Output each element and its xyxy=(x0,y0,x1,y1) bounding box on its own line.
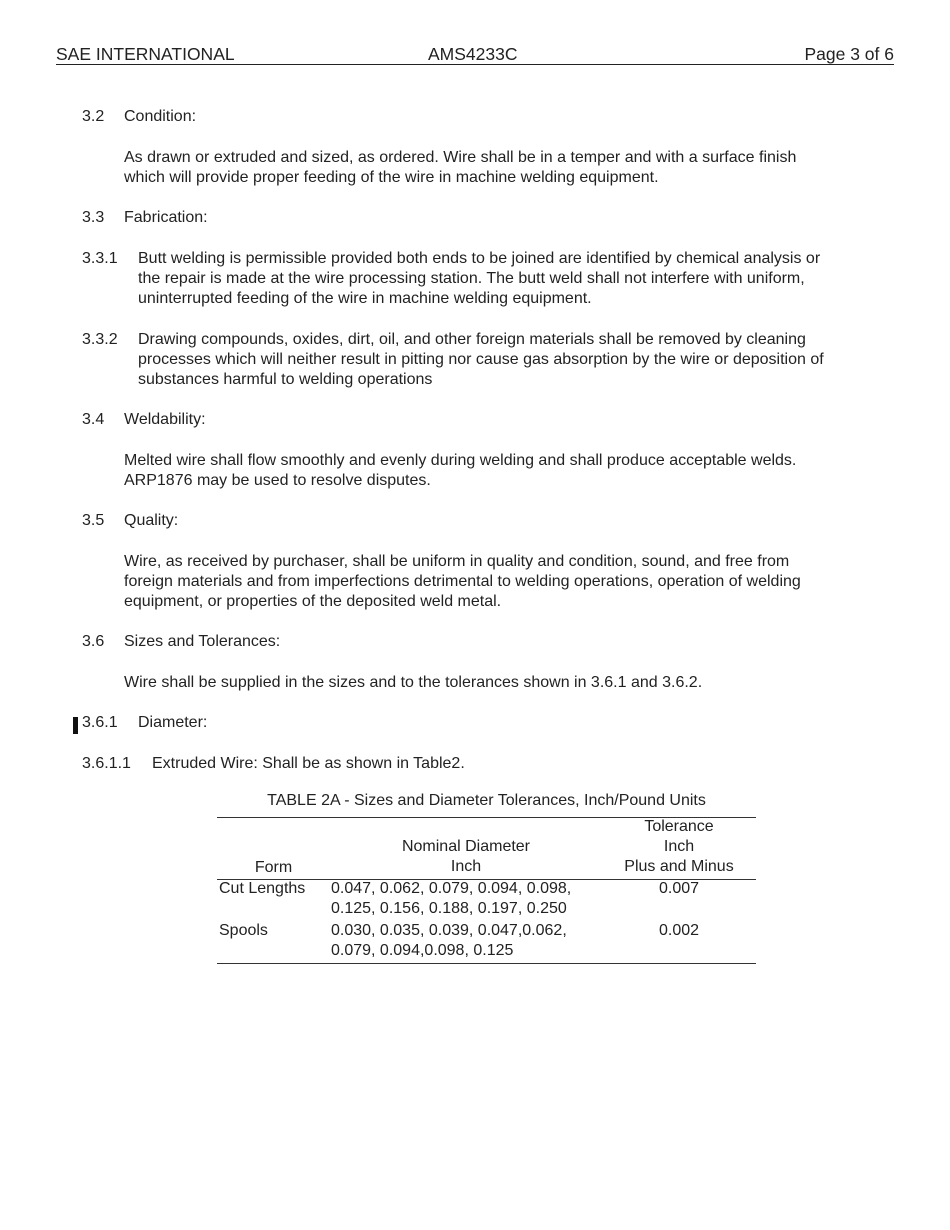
section-title: Condition: xyxy=(124,108,197,125)
section-number: 3.3.1 xyxy=(82,250,118,267)
section-number: 3.2 xyxy=(82,108,105,125)
section-number: 3.6.1.1 xyxy=(82,755,131,772)
table-cell-tolerance: 0.007 xyxy=(658,880,700,897)
section-paragraph: Melted wire shall flow smoothly and evenly during welding and shall produce acceptable welds. ARP1876 may be used to resolve disputes. xyxy=(124,452,797,489)
section-text: Extruded Wire: Shall be as shown in Table2. xyxy=(152,755,465,772)
section-title: Fabrication: xyxy=(124,209,208,226)
table-cell-form: Spools xyxy=(219,922,268,939)
page-header xyxy=(56,44,894,65)
section-title: Diameter: xyxy=(138,714,208,731)
section-paragraph: As drawn or extruded and sized, as ordered. Wire shall be in a temper and with a surface finish which will provide proper feeding of the wire in machine welding equipment. xyxy=(124,149,797,186)
table-cell-tolerance: 0.002 xyxy=(658,922,700,939)
header-organization: SAE INTERNATIONAL xyxy=(56,44,235,64)
table-cell-diameters: 0.030, 0.035, 0.039, 0.047,0.062, 0.079, 0.094,0.098, 0.125 xyxy=(331,922,567,959)
section-paragraph: Drawing compounds, oxides, dirt, oil, and other foreign materials shall be removed by cleaning processes which will neither result in pitting nor cause gas absorption by the wire or deposition of substances harmful to welding operations xyxy=(138,331,824,388)
revision-change-bar xyxy=(73,717,78,734)
header-page-number: Page 3 of 6 xyxy=(804,44,894,64)
section-number: 3.3 xyxy=(82,209,105,226)
table-cell-diameters: 0.047, 0.062, 0.079, 0.094, 0.098, 0.125, 0.156, 0.188, 0.197, 0.250 xyxy=(331,880,572,917)
table-caption: TABLE 2A - Sizes and Diameter Tolerances, Inch/Pound Units xyxy=(267,792,706,809)
section-title: Sizes and Tolerances: xyxy=(124,633,281,650)
section-paragraph: Butt welding is permissible provided both ends to be joined are identified by chemical analysis or the repair is made at the wire processing station. The butt weld shall not interfere with uniform, uninterrupted feeding of the wire in machine welding equipment. xyxy=(138,250,821,307)
section-paragraph: Wire, as received by purchaser, shall be uniform in quality and condition, sound, and free from foreign materials and from imperfections detrimental to welding operations, operation of welding equipment, or properties of the deposited weld metal. xyxy=(124,553,801,610)
section-title: Quality: xyxy=(124,512,179,529)
section-number: 3.3.2 xyxy=(82,331,118,348)
section-number: 3.4 xyxy=(82,411,105,428)
table-header-nominal: Nominal Diameter Inch xyxy=(401,838,531,875)
header-document-number: AMS4233C xyxy=(428,44,518,64)
section-number: 3.5 xyxy=(82,512,105,529)
section-title: Weldability: xyxy=(124,411,206,428)
section-paragraph: Wire shall be supplied in the sizes and to the tolerances shown in 3.6.1 and 3.6.2. xyxy=(124,674,703,691)
table-bottom-rule xyxy=(217,963,756,964)
section-number: 3.6.1 xyxy=(82,714,118,731)
table-cell-form: Cut Lengths xyxy=(219,880,306,897)
table-header-form: Form xyxy=(254,859,293,876)
section-number: 3.6 xyxy=(82,633,105,650)
table-header-tolerance: Tolerance Inch Plus and Minus xyxy=(624,818,734,875)
